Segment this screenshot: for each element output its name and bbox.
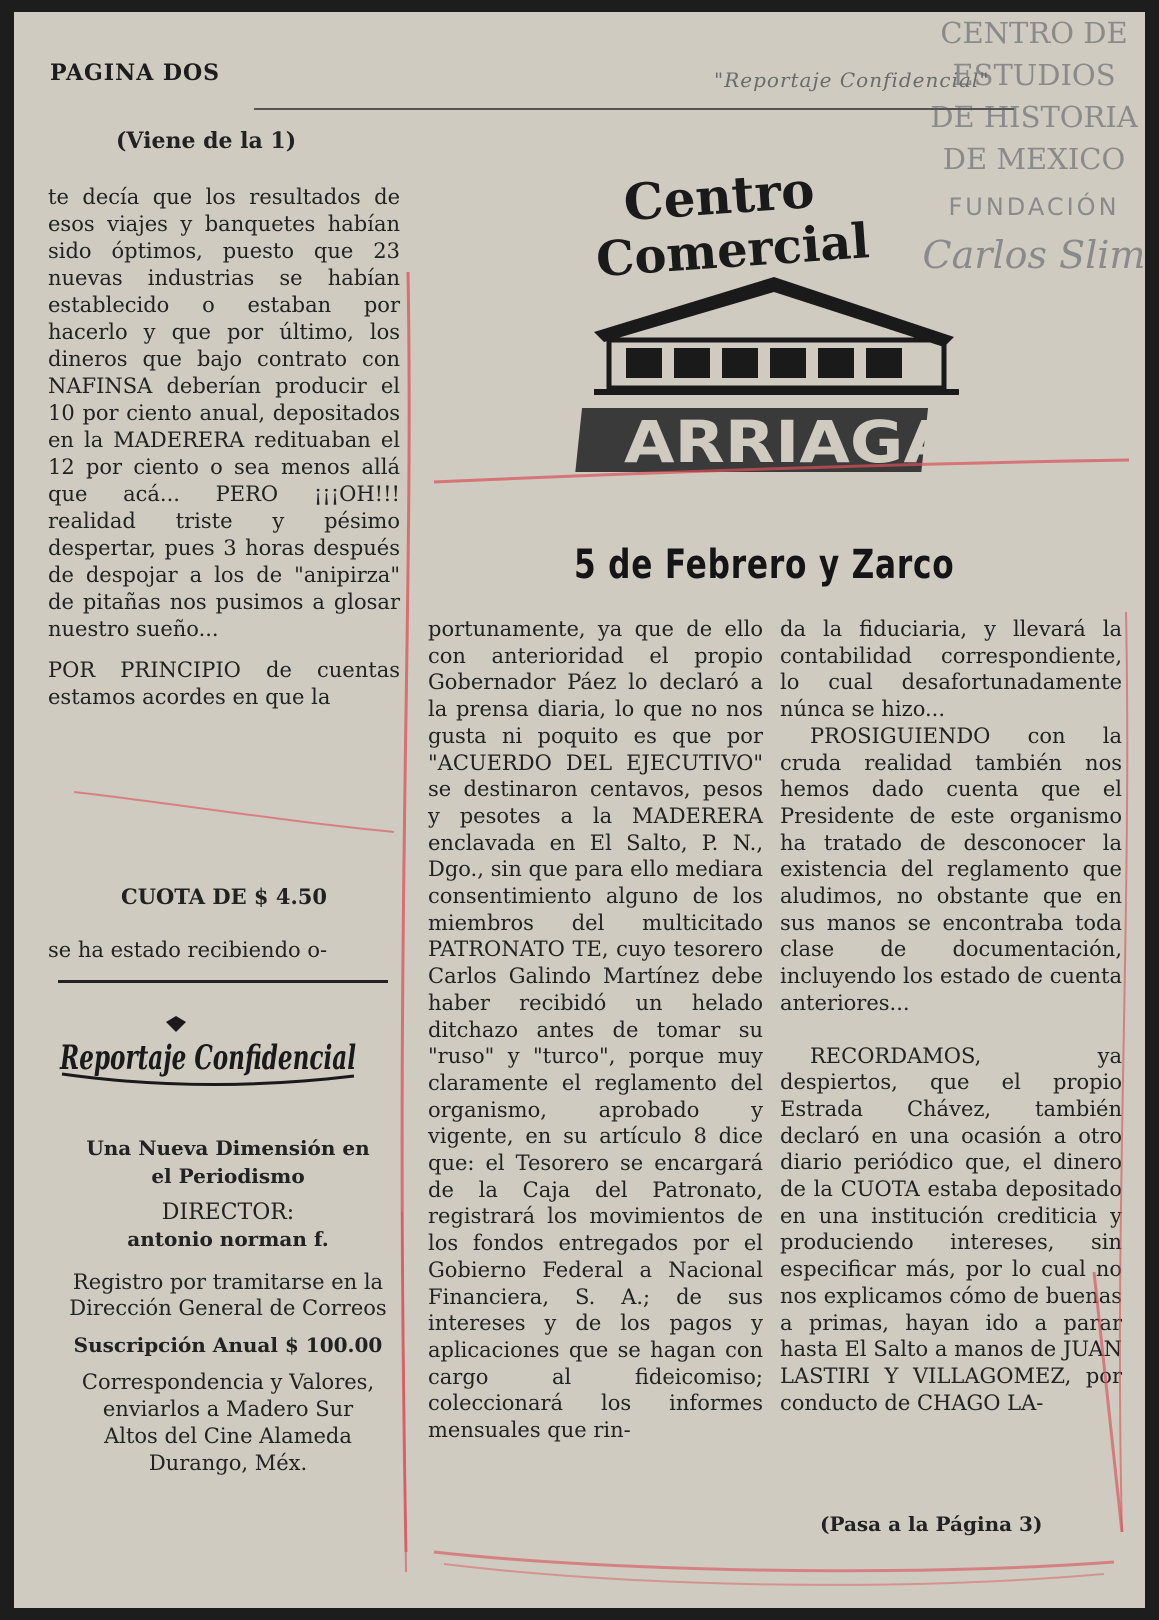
header-rule (254, 108, 1014, 110)
masthead-info (48, 1134, 408, 1477)
watermark-line: DE HISTORIA (930, 100, 1138, 134)
correspondence-address (48, 1369, 408, 1477)
continued-from-label: (Viene de la 1) (116, 128, 297, 154)
publication-name-header: "Reportaje Confidencial" (714, 68, 990, 92)
registro-text: Registro por tramitarse en la Dirección General de Correos (69, 1270, 387, 1320)
cuota-heading: CUOTA DE $ 4.50 (120, 884, 327, 909)
continued-to-label: (Pasa a la Página 3) (820, 1512, 1043, 1536)
article-paragraph: portunamente, ya que de ello con anterioridad el propio Gobernador Páez lo declaró a la prensa diaria, lo que no nos gusta ni poquito es que por "ACUERDO DEL EJECUTIVO" se destinaron centavos, pesos y pesotes a la MADERERA enclavada en El Salto, P. N., Dgo., sin que para ello mediara consentimiento alguno de los miembros del multicitado PATRONATO TE, cuyo tesorero Carlos Galindo Martínez debe haber recibidó un helado ditchazo antes de tomar su "ruso" y "turco", porque muy claramente el reglamento del organismo, aprobado y vigente, en su artículo 8 dice que: el Tesorero se encargará de la Caja del Patronato, registrará los movimientos de los fondos entregados por el Gobierno Federal a Nacional Financiera, S. A.; de sus intereses y de los pagos y aplicaciones que se hagan con cargo al fideicomiso; coleccionará los informes mensuales que rin- (428, 617, 763, 1443)
article-line: se ha estado recibiendo o- (48, 938, 328, 962)
article-paragraph: PROSIGUIENDO con la cruda realidad también nos hemos dado cuenta que el Presidente de este organismo ha tratado de desconocer la existencia del reglamento que aludimos, no obstante que en sus manos se encontraba toda clase de documentación, incluyendo los estado de cuenta anteriores... (780, 723, 1122, 1015)
ad-logo-line-2: Comercial (594, 213, 872, 289)
reportaje-confidencial-logo (54, 1014, 364, 1104)
article-paragraph: POR PRINCIPIO de cuentas estamos acordes en que la (48, 658, 400, 709)
director-label: DIRECTOR: (161, 1200, 295, 1225)
building-icon (594, 277, 959, 392)
watermark-line: DE MEXICO (942, 142, 1126, 176)
article-paragraph: da la fiduciaria, y llevará la contabilidad correspondiente, lo cual desafortunadamente núnca se hizo... (780, 617, 1122, 722)
slogan-line: Una Nueva Dimensión en (86, 1136, 370, 1160)
director-name: antonio norman f. (127, 1227, 329, 1251)
subscription-price: Suscripción Anual $ 100.00 (73, 1333, 383, 1357)
article-paragraph: RECORDAMOS, ya despiertos, que el propio Estrada Chávez, también declaró en una ocasión a otro diario periódico que, el dinero de la CUOTA estaba depositado en una institución crediticia y produciendo intereses, sin especificar más, por lo cual no nos explicamos cómo de buenas a primas, hayan ido a parar hasta El Salto a manos de JUAN LASTIRI Y VILLAGOMEZ, por conducto de CHAGO LA- (780, 1043, 1122, 1415)
article-paragraph: te decía que los resultados de esos viajes y banquetes habían sido óptimos, puesto que 23 nuevas industrias se habían establecido o estaban por hacerlo y que por último, los dineros que bajo contrato con NAFINSA deberían producir el 10 por ciento anual, depositados en la MADERERA redituaban el 12 por ciento o sea menos allá que acá... PERO ¡¡¡OH!!! realidad triste y pésimo despertar, pues 3 horas después de despojar a los de "anipirza" de pitañas nos pusimos a glosar nuestro sueño... (48, 185, 400, 641)
page-label: PAGINA DOS (50, 60, 221, 86)
article-column-2 (428, 616, 763, 1444)
ad-brand: ARRIAGA (624, 408, 955, 476)
logo-text: Reportaje Confidencial (59, 1038, 357, 1078)
centro-comercial-arriaga-ad (514, 142, 994, 502)
watermark-line: CENTRO DE (940, 16, 1128, 50)
address-line: enviarlos a Madero Sur (102, 1397, 354, 1421)
address-line: Altos del Cine Alameda (104, 1424, 352, 1448)
newspaper-page (14, 12, 1145, 1608)
watermark-signature: Carlos Slim (922, 233, 1146, 277)
address-line: Correspondencia y Valores, (81, 1370, 375, 1394)
ad-logo-line-1: Centro (621, 160, 817, 233)
watermark-line: ESTUDIOS (952, 58, 1116, 92)
ad-address: 5 de Febrero y Zarco (574, 542, 955, 588)
article-column-1 (48, 184, 400, 711)
column-divider (58, 980, 388, 983)
article-column-3 (780, 616, 1122, 1416)
watermark-foundation: FUNDACIÓN (948, 193, 1120, 221)
address-line: Durango, Méx. (148, 1451, 308, 1475)
slogan-line: el Periodismo (151, 1164, 305, 1188)
